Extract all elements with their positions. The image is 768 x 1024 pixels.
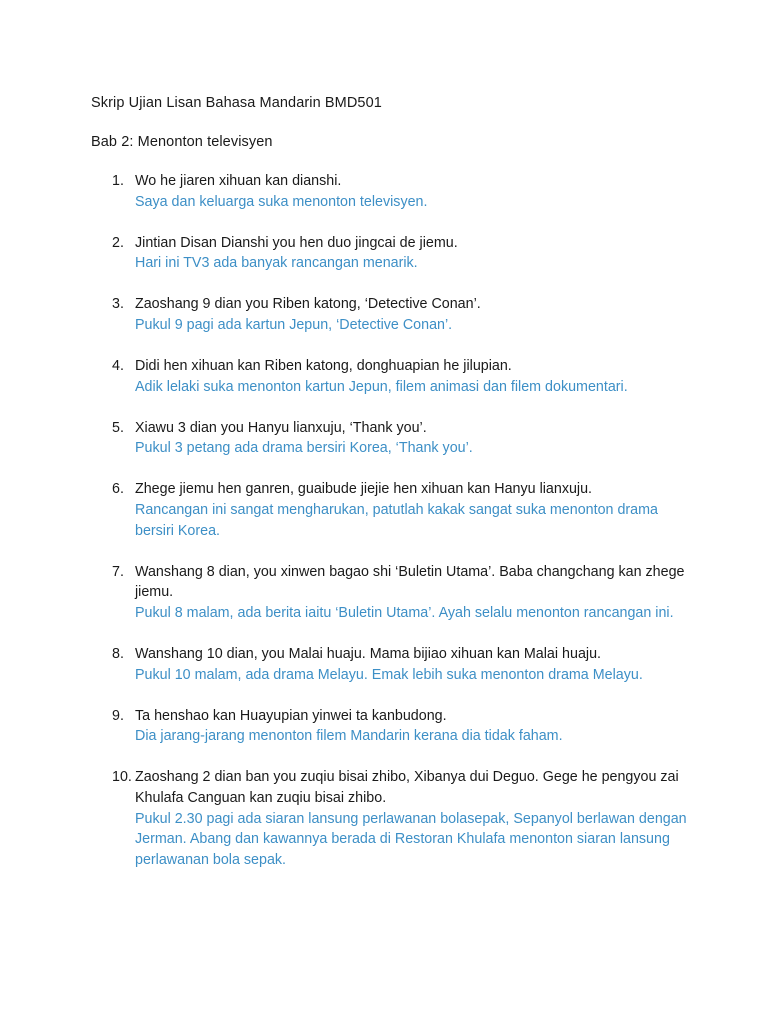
mandarin-sentence: Xiawu 3 dian you Hanyu lianxuju, ‘Thank you’.: [135, 419, 427, 436]
item-number: 8.: [112, 646, 124, 662]
mandarin-sentence: Ta henshao kan Huayupian yinwei ta kanbudong.: [135, 707, 447, 724]
mandarin-sentence: Zaoshang 2 dian ban you zuqiu bisai zhibo, Xibanya dui Deguo. Gege he pengyou zai Khulafa Canguan kan zuqiu bisai zhibo.: [135, 769, 679, 806]
item-number: 3.: [112, 296, 124, 313]
mandarin-sentence: Wo he jiaren xihuan kan dianshi.: [135, 173, 342, 189]
list-item: [91, 233, 691, 274]
item-number: 10.: [112, 769, 132, 786]
malay-translation: Pukul 9 pagi ada kartun Jepun, ‘Detective Conan’.: [135, 316, 453, 333]
chapter-heading: Bab 2: Menonton televisyen: [91, 134, 273, 150]
list-item: [91, 479, 691, 541]
malay-translation: Dia jarang-jarang menonton filem Mandarin kerana dia tidak faham.: [135, 728, 563, 745]
item-number: 6.: [112, 481, 124, 498]
mandarin-sentence: Zhege jiemu hen ganren, guaibude jiejie hen xihuan kan Hanyu lianxuju.: [135, 481, 593, 498]
malay-translation: Rancangan ini sangat mengharukan, patutlah kakak sangat suka menonton drama bersiri Korea.: [135, 502, 658, 539]
item-number: 5.: [112, 419, 124, 436]
item-number: 4.: [112, 358, 124, 375]
mandarin-sentence: Wanshang 10 dian, you Malai huaju. Mama bijiao xihuan kan Malai huaju.: [135, 646, 601, 662]
malay-translation: Saya dan keluarga suka menonton televisyen.: [135, 193, 428, 210]
list-item: [91, 418, 691, 459]
item-number: 2.: [112, 234, 124, 251]
item-number: 1.: [112, 173, 124, 189]
mandarin-sentence: Didi hen xihuan kan Riben katong, donghuapian he jilupian.: [135, 358, 512, 375]
malay-translation: Pukul 3 petang ada drama bersiri Korea, ‘Thank you’.: [135, 440, 473, 457]
list-item: [91, 767, 691, 870]
list-item: [91, 706, 691, 747]
document-title: Skrip Ujian Lisan Bahasa Mandarin BMD501: [91, 95, 382, 111]
document-page: [91, 93, 691, 891]
malay-translation: Pukul 10 malam, ada drama Melayu. Emak lebih suka menonton drama Melayu.: [135, 666, 643, 683]
item-number: 7.: [112, 563, 124, 580]
list-item: [91, 294, 691, 335]
list-item: [91, 644, 691, 685]
sentence-list: [91, 171, 691, 870]
mandarin-sentence: Wanshang 8 dian, you xinwen bagao shi ‘Buletin Utama’. Baba changchang kan zhege jiemu.: [135, 563, 685, 601]
mandarin-sentence: Jintian Disan Dianshi you hen duo jingcai de jiemu.: [135, 234, 458, 251]
list-item: [91, 562, 691, 624]
malay-translation: Hari ini TV3 ada banyak rancangan menarik.: [135, 255, 418, 272]
malay-translation: Pukul 2.30 pagi ada siaran lansung perlawanan bolasepak, Sepanyol berlawan dengan Jerman. Abang dan kawannya berada di Restoran Khulafa menonton siaran lansung perlawanan bola sepak.: [135, 810, 687, 868]
list-item: [91, 171, 691, 212]
malay-translation: Adik lelaki suka menonton kartun Jepun, filem animasi dan filem dokumentari.: [135, 378, 628, 395]
item-number: 9.: [112, 707, 124, 724]
list-item: [91, 356, 691, 397]
malay-translation: Pukul 8 malam, ada berita iaitu ‘Buletin Utama’. Ayah selalu menonton rancangan ini.: [135, 604, 674, 621]
mandarin-sentence: Zaoshang 9 dian you Riben katong, ‘Detective Conan’.: [135, 296, 481, 313]
